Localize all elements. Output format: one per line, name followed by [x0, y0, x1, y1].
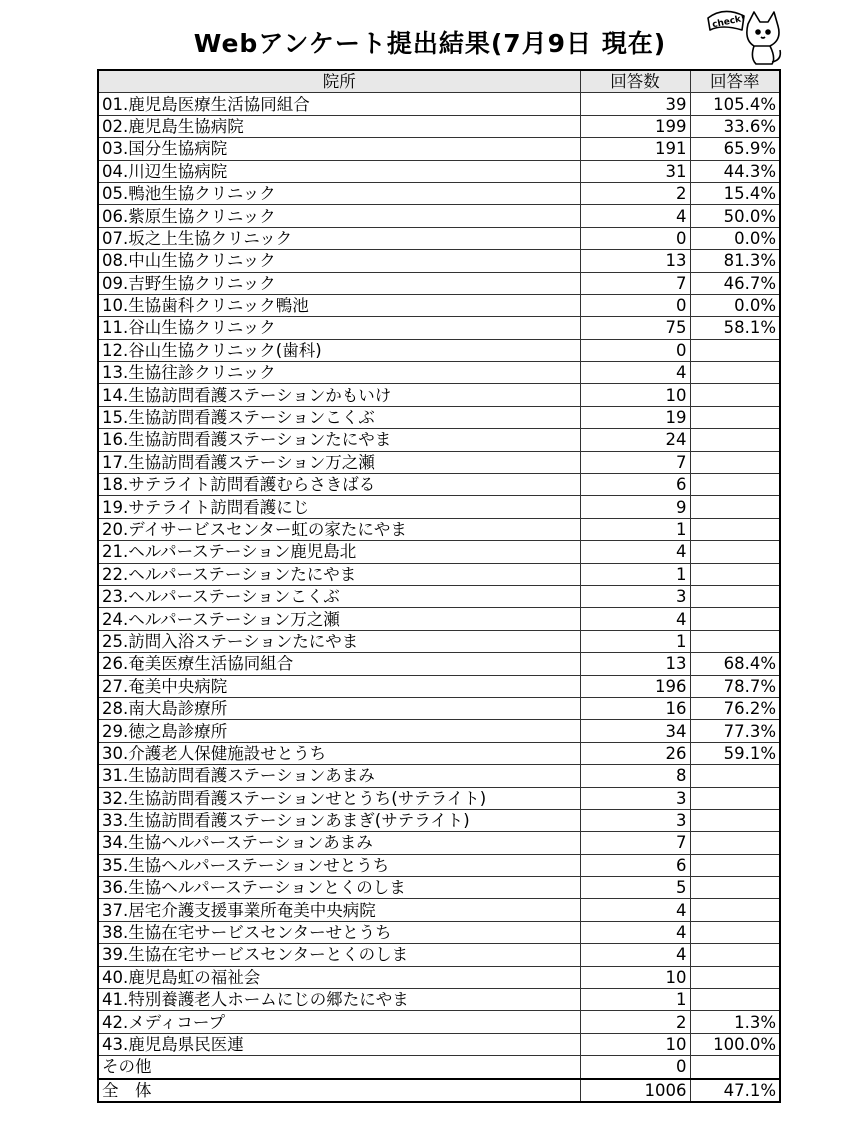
facility-name: 23.ヘルパーステーションこくぶ — [98, 585, 580, 607]
table-row — [98, 250, 780, 272]
facility-name: 32.生協訪問看護ステーションせとうち(サテライト) — [98, 787, 580, 809]
mascot-badge-text: check! — [711, 13, 747, 31]
table-row — [98, 339, 780, 361]
table-row — [98, 608, 780, 630]
facility-name: 08.中山生協クリニック — [98, 250, 580, 272]
table-row — [98, 585, 780, 607]
response-count: 196 — [580, 675, 690, 697]
response-rate — [690, 877, 780, 899]
response-rate: 0.0% — [690, 227, 780, 249]
response-count: 4 — [580, 541, 690, 563]
response-rate: 1.3% — [690, 1011, 780, 1033]
table-row — [98, 362, 780, 384]
facility-name: 18.サテライト訪問看護むらさきばる — [98, 474, 580, 496]
response-rate: 46.7% — [690, 272, 780, 294]
response-count: 13 — [580, 653, 690, 675]
table-row — [98, 854, 780, 876]
facility-name: 01.鹿児島医療生活協同組合 — [98, 93, 580, 115]
table-row — [98, 832, 780, 854]
facility-name: 30.介護老人保健施設せとうち — [98, 742, 580, 764]
response-count: 39 — [580, 93, 690, 115]
facility-name: 27.奄美中央病院 — [98, 675, 580, 697]
table-row — [98, 742, 780, 764]
response-count: 7 — [580, 832, 690, 854]
column-header-responses: 回答数 — [580, 70, 690, 93]
table-row — [98, 966, 780, 988]
facility-name: その他 — [98, 1056, 580, 1079]
facility-name: 39.生協在宅サービスセンターとくのしま — [98, 944, 580, 966]
response-count: 1 — [580, 518, 690, 540]
table-row — [98, 474, 780, 496]
check-cat-icon — [704, 4, 784, 68]
response-rate: 58.1% — [690, 317, 780, 339]
table-row — [98, 921, 780, 943]
response-count: 0 — [580, 227, 690, 249]
response-count: 4 — [580, 608, 690, 630]
response-count: 31 — [580, 160, 690, 182]
table-row — [98, 697, 780, 719]
table-row — [98, 563, 780, 585]
response-count: 9 — [580, 496, 690, 518]
table-row — [98, 787, 780, 809]
table-row — [98, 451, 780, 473]
response-rate — [690, 429, 780, 451]
facility-name: 13.生協往診クリニック — [98, 362, 580, 384]
response-count: 0 — [580, 294, 690, 316]
table-row — [98, 496, 780, 518]
table-row — [98, 294, 780, 316]
facility-name: 41.特別養護老人ホームにじの郷たにやま — [98, 989, 580, 1011]
facility-name: 11.谷山生協クリニック — [98, 317, 580, 339]
table-row — [98, 182, 780, 204]
response-count: 6 — [580, 474, 690, 496]
facility-name: 29.徳之島診療所 — [98, 720, 580, 742]
response-rate: 65.9% — [690, 138, 780, 160]
facility-name: 22.ヘルパーステーションたにやま — [98, 563, 580, 585]
response-rate — [690, 585, 780, 607]
response-rate — [690, 944, 780, 966]
response-count: 75 — [580, 317, 690, 339]
response-rate: 0.0% — [690, 294, 780, 316]
facility-name: 35.生協ヘルパーステーションせとうち — [98, 854, 580, 876]
facility-name: 04.川辺生協病院 — [98, 160, 580, 182]
table-row — [98, 272, 780, 294]
response-rate — [690, 854, 780, 876]
response-rate — [690, 451, 780, 473]
table-row — [98, 93, 780, 115]
facility-name: 43.鹿児島県民医連 — [98, 1033, 580, 1055]
facility-name: 34.生協ヘルパーステーションあまみ — [98, 832, 580, 854]
table-row — [98, 429, 780, 451]
table-row — [98, 384, 780, 406]
response-count: 1 — [580, 630, 690, 652]
response-rate: 33.6% — [690, 115, 780, 137]
response-count: 1 — [580, 989, 690, 1011]
facility-name: 36.生協ヘルパーステーションとくのしま — [98, 877, 580, 899]
response-count: 4 — [580, 362, 690, 384]
facility-name: 06.紫原生協クリニック — [98, 205, 580, 227]
response-count: 4 — [580, 944, 690, 966]
facility-name: 24.ヘルパーステーション万之瀬 — [98, 608, 580, 630]
response-rate — [690, 630, 780, 652]
response-rate: 15.4% — [690, 182, 780, 204]
total-label: 全 体 — [98, 1079, 580, 1102]
table-row — [98, 1056, 780, 1079]
table-row — [98, 138, 780, 160]
facility-name: 38.生協在宅サービスセンターせとうち — [98, 921, 580, 943]
response-count: 10 — [580, 1033, 690, 1055]
facility-name: 40.鹿児島虹の福祉会 — [98, 966, 580, 988]
total-count: 1006 — [580, 1079, 690, 1102]
facility-name: 16.生協訪問看護ステーションたにやま — [98, 429, 580, 451]
response-count: 10 — [580, 384, 690, 406]
table-row — [98, 317, 780, 339]
facility-name: 42.メディコープ — [98, 1011, 580, 1033]
table-row — [98, 944, 780, 966]
response-count: 4 — [580, 899, 690, 921]
table-row — [98, 518, 780, 540]
facility-name: 17.生協訪問看護ステーション万之瀬 — [98, 451, 580, 473]
table-row — [98, 809, 780, 831]
table-row — [98, 989, 780, 1011]
table-row — [98, 205, 780, 227]
facility-name: 02.鹿児島生協病院 — [98, 115, 580, 137]
response-count: 4 — [580, 205, 690, 227]
response-count: 0 — [580, 339, 690, 361]
response-count: 2 — [580, 1011, 690, 1033]
facility-name: 12.谷山生協クリニック(歯科) — [98, 339, 580, 361]
response-rate: 105.4% — [690, 93, 780, 115]
response-rate — [690, 899, 780, 921]
facility-name: 09.吉野生協クリニック — [98, 272, 580, 294]
table-row — [98, 630, 780, 652]
response-rate — [690, 518, 780, 540]
response-count: 3 — [580, 585, 690, 607]
table-row — [98, 1033, 780, 1055]
response-count: 6 — [580, 854, 690, 876]
table-row — [98, 765, 780, 787]
response-rate — [690, 406, 780, 428]
response-rate — [690, 608, 780, 630]
facility-name: 20.デイサービスセンター虹の家たにやま — [98, 518, 580, 540]
facility-name: 37.居宅介護支援事業所奄美中央病院 — [98, 899, 580, 921]
column-header-facility: 院所 — [98, 70, 580, 93]
table-row — [98, 1011, 780, 1033]
response-count: 1 — [580, 563, 690, 585]
table-row — [98, 653, 780, 675]
response-count: 16 — [580, 697, 690, 719]
response-count: 2 — [580, 182, 690, 204]
response-rate — [690, 1056, 780, 1079]
response-count: 199 — [580, 115, 690, 137]
table-row — [98, 160, 780, 182]
response-count: 7 — [580, 451, 690, 473]
response-rate — [690, 474, 780, 496]
response-count: 24 — [580, 429, 690, 451]
facility-name: 05.鴨池生協クリニック — [98, 182, 580, 204]
response-rate: 68.4% — [690, 653, 780, 675]
response-rate: 59.1% — [690, 742, 780, 764]
facility-name: 10.生協歯科クリニック鴨池 — [98, 294, 580, 316]
facility-name: 25.訪問入浴ステーションたにやま — [98, 630, 580, 652]
response-rate — [690, 765, 780, 787]
table-row — [98, 720, 780, 742]
total-row — [98, 1079, 780, 1102]
table-row — [98, 877, 780, 899]
response-rate — [690, 496, 780, 518]
response-count: 191 — [580, 138, 690, 160]
response-rate — [690, 541, 780, 563]
facility-name: 28.南大島診療所 — [98, 697, 580, 719]
table-row — [98, 541, 780, 563]
response-count: 7 — [580, 272, 690, 294]
response-count: 8 — [580, 765, 690, 787]
response-rate: 50.0% — [690, 205, 780, 227]
facility-name: 15.生協訪問看護ステーションこくぶ — [98, 406, 580, 428]
response-rate: 77.3% — [690, 720, 780, 742]
response-count: 5 — [580, 877, 690, 899]
table-row — [98, 899, 780, 921]
response-count: 3 — [580, 787, 690, 809]
table-row — [98, 675, 780, 697]
response-count: 34 — [580, 720, 690, 742]
response-count: 10 — [580, 966, 690, 988]
response-rate: 78.7% — [690, 675, 780, 697]
facility-name: 21.ヘルパーステーション鹿児島北 — [98, 541, 580, 563]
table-header-row — [98, 70, 780, 93]
response-count: 3 — [580, 809, 690, 831]
facility-name: 03.国分生協病院 — [98, 138, 580, 160]
response-rate — [690, 563, 780, 585]
total-rate: 47.1% — [690, 1079, 780, 1102]
table-row — [98, 115, 780, 137]
facility-name: 14.生協訪問看護ステーションかもいけ — [98, 384, 580, 406]
response-rate — [690, 921, 780, 943]
facility-name: 31.生協訪問看護ステーションあまみ — [98, 765, 580, 787]
response-rate: 100.0% — [690, 1033, 780, 1055]
facility-name: 26.奄美医療生活協同組合 — [98, 653, 580, 675]
page-title: Webアンケート提出結果(7月9日 現在) — [193, 29, 667, 58]
response-count: 26 — [580, 742, 690, 764]
response-rate — [690, 832, 780, 854]
response-count: 0 — [580, 1056, 690, 1079]
response-count: 19 — [580, 406, 690, 428]
response-rate — [690, 989, 780, 1011]
response-rate: 44.3% — [690, 160, 780, 182]
survey-results-table — [97, 69, 781, 1103]
response-rate: 81.3% — [690, 250, 780, 272]
response-rate — [690, 809, 780, 831]
facility-name: 19.サテライト訪問看護にじ — [98, 496, 580, 518]
response-rate — [690, 966, 780, 988]
facility-name: 07.坂之上生協クリニック — [98, 227, 580, 249]
response-rate: 76.2% — [690, 697, 780, 719]
response-rate — [690, 787, 780, 809]
response-count: 4 — [580, 921, 690, 943]
response-rate — [690, 362, 780, 384]
response-rate — [690, 339, 780, 361]
table-row — [98, 227, 780, 249]
response-rate — [690, 384, 780, 406]
facility-name: 33.生協訪問看護ステーションあまぎ(サテライト) — [98, 809, 580, 831]
table-row — [98, 406, 780, 428]
column-header-rate: 回答率 — [690, 70, 780, 93]
response-count: 13 — [580, 250, 690, 272]
